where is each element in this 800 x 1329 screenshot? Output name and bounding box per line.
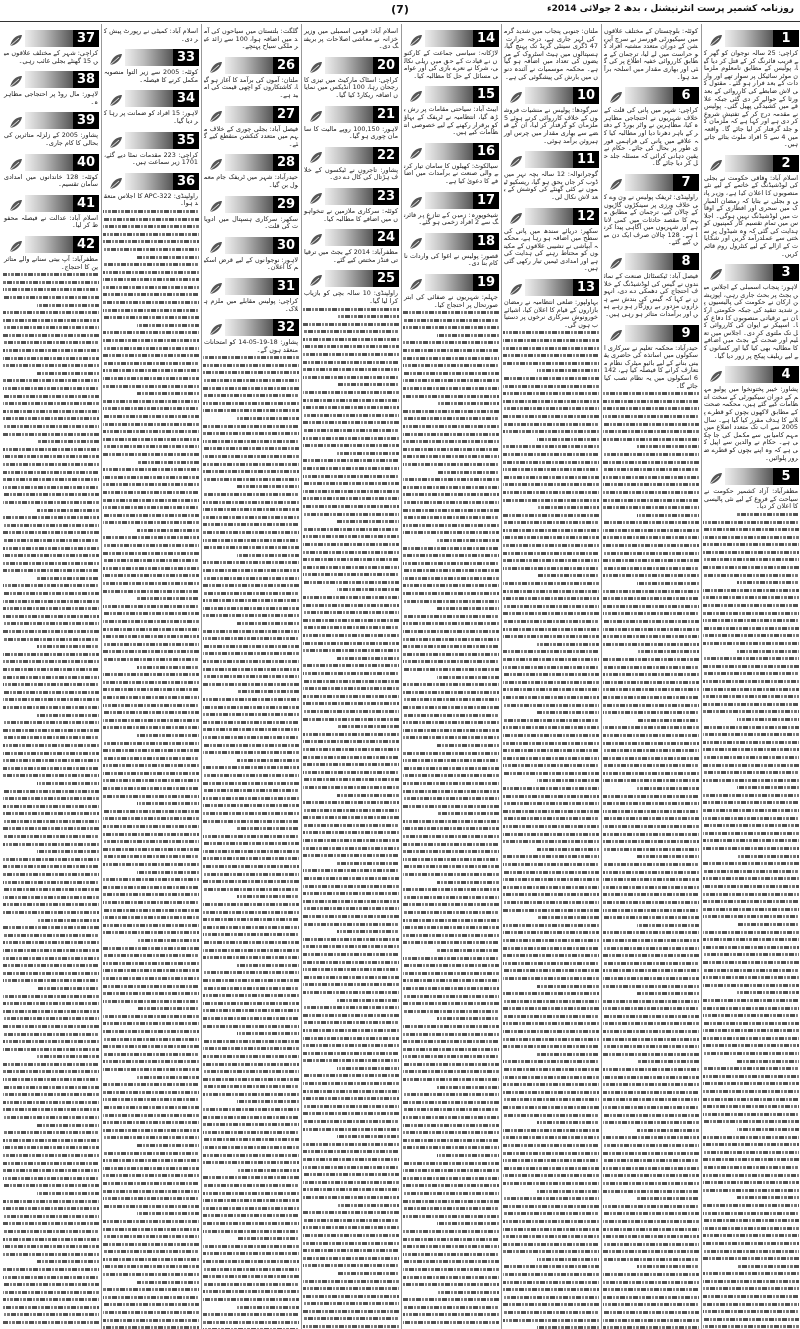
masthead	[0, 0, 800, 22]
article-header	[703, 30, 799, 47]
article-header	[103, 49, 199, 66]
article-header	[403, 86, 499, 103]
article-text: کراچی: اسٹاک مارکیٹ میں تیزی کا رجحان رہا، 100 انڈیکس میں نمایاں اضافہ ریکارڈ کیا گیا۔	[304, 75, 398, 99]
leaf-icon	[9, 32, 23, 45]
article-text: بہاولپور: ضلعی انتظامیہ نے رمضان بازاروں کے قیام کا اعلان کیا، اشیائے خورونوش سرکاری نرخوں پر دستیاب ہوں گی۔	[504, 298, 598, 329]
article-text: کوئٹہ: سرکاری ملازمین نے تنخواہوں میں اضافے کا مطالبہ کیا۔	[304, 206, 398, 223]
leaf-icon	[609, 327, 623, 340]
article-header	[3, 236, 99, 253]
header-gradient-bar	[25, 112, 73, 129]
article-header	[303, 57, 399, 74]
article-text: لاہور: نوجوانوں کے لیے قرض اسکیم کا اعلان۔	[204, 255, 298, 272]
header-gradient-bar	[125, 173, 173, 190]
article-text: مظفرآباد: آزاد کشمیر حکومت نے سیاحت کے فروغ کے لیے نئی پالیسی کا اعلان کر دیا۔	[704, 487, 798, 511]
leaf-icon	[9, 114, 23, 127]
article-number: 28	[273, 154, 299, 171]
column-divider	[201, 24, 202, 1329]
article-number: 42	[73, 236, 99, 253]
article-header	[103, 132, 199, 149]
header-gradient-bar	[325, 106, 373, 123]
leaf-icon	[309, 149, 323, 162]
article-text: کراچی: شہر میں پانی کی قلت کے خلاف شہریوں نے احتجاجی مظاہرہ کیا، مظاہرین نے واٹر بورڈ کے دفتر کے باہر دھرنا دیا اور مطالبہ کیا کہ علاقے میں پانی کی فراہمی فوری طور پر بحال کی جائے۔ حکام نے یقین دہانی کرائی کہ مسئلہ جلد حل کر دیا جائے گا۔	[604, 106, 698, 168]
header-gradient-bar	[725, 468, 773, 485]
article-header	[303, 147, 399, 164]
article-text: کوئٹہ: 128 خاندانوں میں امدادی سامان تقسیم۔	[4, 172, 98, 189]
article-number: 39	[73, 112, 99, 129]
article-text: فیصل آباد: بجلی چوری کے خلاف مہم میں متعدد کنکشن منقطع کیے گئے۔	[204, 124, 298, 148]
news-article	[203, 24, 299, 51]
article-header	[203, 154, 299, 171]
leaf-icon	[9, 156, 23, 169]
header-gradient-bar	[525, 208, 573, 225]
article-header	[403, 30, 499, 47]
article-number: 6	[673, 87, 699, 104]
leaf-icon	[9, 197, 23, 210]
leaf-icon	[609, 89, 623, 102]
article-number: 35	[173, 132, 199, 149]
news-article	[203, 190, 299, 231]
leaf-icon	[409, 145, 423, 158]
header-gradient-bar	[725, 30, 773, 47]
news-column	[102, 24, 200, 1329]
news-article	[403, 80, 499, 136]
news-article	[303, 264, 399, 305]
leaf-icon	[209, 156, 223, 169]
article-text: حیدرآباد: محکمہ تعلیم نے سرکاری اسکولوں میں اساتذہ کی حاضری یقینی بنانے کے لیے بائیو میٹرک نظام متعارف کرانے کا فیصلہ کیا ہے، 1426 اسکولوں میں یہ نظام نصب کیا جائے گا۔	[604, 343, 698, 390]
article-text: اسلام آباد: وفاقی حکومت نے بجلی کی لوڈشیڈنگ کے خاتمے کے لیے نئے منصوبوں کا اعلان کیا ہے، وزیر پانی و بجلی نے بتایا کہ رمضان المبارک میں سحری اور افطاری کے اوقات میں لوڈشیڈنگ نہیں ہوگی۔ اجلاس میں تمام تقسیم کار کمپنیوں کو ہدایت کی گئی کہ وہ شیڈول پر سختی سے عملدرآمد کریں اور شکایات کے ازالے کے لیے کنٹرول روم قائم کریں۔	[704, 173, 798, 258]
leaf-icon	[409, 194, 423, 207]
article-header	[503, 208, 599, 225]
leaf-icon	[409, 88, 423, 101]
header-gradient-bar	[25, 30, 73, 47]
header-gradient-bar	[725, 264, 773, 281]
column-text-filler	[103, 208, 199, 1329]
article-text: حیدرآباد: شہر میں ٹریفک جام معمول بن گیا۔	[204, 173, 298, 189]
article-number: 1	[773, 30, 799, 47]
article-header	[203, 319, 299, 336]
news-article	[403, 268, 499, 309]
header-gradient-bar	[325, 229, 373, 246]
news-article	[503, 202, 599, 274]
article-text: پشاور: تاجروں نے ٹیکسوں کے خلاف ہڑتال کی کال دے دی۔	[304, 165, 398, 182]
news-article	[303, 182, 399, 223]
news-column	[2, 24, 100, 1329]
header-gradient-bar	[125, 132, 173, 149]
article-text: کراچی: 25 سالہ نوجوان کو گھر کے قریب فائرنگ کر کے قتل کر دیا گیا، پولیس کے مطابق نامعلوم ملزمان موٹر سائیکل پر سوار تھے اور واردات کے بعد فرار ہو گئے۔ مقتول کی لاش ضابطے کی کارروائی کے بعد ورثا کے حوالے کر دی گئی جبکہ علاقے میں کشیدگی پھیل گئی۔ پولیس نے مقدمہ درج کر کے تفتیش شروع کر دی ہے اور کہا ہے کہ ملزمان کو جلد گرفتار کر لیا جائے گا۔ واقعہ میں 4 سے 5 افراد ملوث بتائے جاتے ہیں۔	[704, 49, 798, 149]
article-number: 30	[273, 237, 299, 254]
header-gradient-bar	[225, 196, 273, 213]
header-gradient-bar	[25, 236, 73, 253]
news-article	[203, 51, 299, 100]
article-text: اسلام آباد: عدالت نے فیصلہ محفوظ کر لیا۔	[4, 213, 98, 230]
header-gradient-bar	[325, 270, 373, 287]
article-number: 23	[373, 188, 399, 205]
article-number: 5	[773, 468, 799, 485]
news-article	[703, 462, 799, 511]
article-text: پشاور: 2005 کے زلزلہ متاثرین کی بحالی کا کام جاری۔	[4, 131, 98, 147]
article-header	[203, 196, 299, 213]
header-gradient-bar	[125, 49, 173, 66]
article-number: 19	[473, 274, 499, 291]
header-gradient-bar	[425, 274, 473, 291]
article-text: اسلام آباد: قومی اسمبلی میں وزیر خزانہ نے معاشی اصلاحات پر بریفنگ دی۔	[304, 27, 398, 51]
column-text-filler	[403, 309, 499, 1329]
news-article	[3, 230, 99, 271]
column-divider	[601, 24, 602, 1329]
column-text-filler	[3, 271, 99, 1329]
article-header	[703, 155, 799, 172]
article-header	[203, 106, 299, 123]
article-header	[603, 174, 699, 191]
news-column	[202, 24, 300, 1329]
news-article	[603, 81, 699, 168]
leaf-icon	[209, 239, 223, 252]
article-text: سکھر: دریائے سندھ میں پانی کی سطح میں اضافہ ہو رہا ہے، محکمہ آبپاشی نے نشیبی علاقوں کے مکینوں کو محتاط رہنے کی ہدایت کی ہے اور امدادی ٹیمیں تیار رکھی گئی ہیں۔	[504, 226, 598, 273]
leaf-icon	[209, 321, 223, 334]
page-number: (7)	[391, 3, 409, 16]
header-gradient-bar	[525, 87, 573, 104]
article-number: 11	[573, 151, 599, 168]
article-header	[503, 151, 599, 168]
leaf-icon	[509, 89, 523, 102]
leaf-icon	[709, 32, 723, 45]
article-number: 37	[73, 30, 99, 47]
article-number: 2	[773, 155, 799, 172]
article-text: فیصل آباد: ٹیکسٹائل صنعت کے نمائندوں نے گیس کی لوڈشیڈنگ کے خلاف احتجاج کی دھمکی دے دی، انہوں نے کہا کہ گیس کی بندش سے ہزاروں مزدور بے روزگار ہو رہے ہیں اور برآمدات متاثر ہو رہی ہیں۔	[604, 272, 698, 319]
article-text: کراچی: 223 مقدمات نمٹا دیے گئے، 1701 زیر سماعت ہیں۔	[104, 150, 198, 167]
leaf-icon	[509, 153, 523, 166]
news-article	[3, 189, 99, 230]
column-divider	[101, 24, 102, 1329]
column-divider	[401, 24, 402, 1329]
leaf-icon	[109, 134, 123, 147]
news-article	[303, 51, 399, 100]
header-gradient-bar	[125, 90, 173, 107]
header-gradient-bar	[725, 366, 773, 383]
article-header	[503, 87, 599, 104]
article-header	[603, 325, 699, 342]
article-text: مظفرآباد: 2014 کے بجٹ میں ترقیاتی فنڈز مختص کیے گئے۔	[304, 248, 398, 264]
column-text-filler	[703, 511, 799, 1329]
news-article	[503, 273, 599, 329]
article-text: پشاور: خیبر پختونخوا میں پولیو مہم کے دوران سیکیورٹی کے سخت انتظامات کیے گئے ہیں، محکمہ صحت کے مطابق لاکھوں بچوں کو قطرے پلانے کا ہدف مقرر کیا گیا ہے۔ سال 2005 سے اب تک متعدد اضلاع میں مہم کامیابی سے مکمل کی جا چکی ہے۔ حکام نے والدین سے اپیل کی ہے کہ وہ اپنے بچوں کو قطرے ضرور پلوائیں۔	[704, 385, 798, 462]
article-number: 10	[573, 87, 599, 104]
article-number: 21	[373, 106, 399, 123]
article-number: 12	[573, 208, 599, 225]
leaf-icon	[509, 281, 523, 294]
article-text: ایبٹ آباد: سیاحتی مقامات پر رش بڑھ گیا، انتظامیہ نے ٹریفک کے بہاؤ کو برقرار رکھنے کے لیے خصوصی انتظامات کیے ہیں۔	[404, 105, 498, 137]
article-text: سکھر: سرکاری ہسپتال میں ادویات کی قلت۔	[204, 214, 298, 231]
article-number: 33	[173, 49, 199, 66]
article-header	[103, 90, 199, 107]
article-text: پشاور: 18-19-05-14 کو امتحانات منعقد ہوں گے۔	[204, 338, 298, 354]
article-header	[503, 279, 599, 296]
article-header	[403, 233, 499, 250]
article-text: کراچی: شہر کے مختلف علاقوں میں 15 گھنٹے بجلی غائب رہی۔	[4, 49, 98, 65]
article-number: 41	[73, 195, 99, 212]
article-header	[203, 237, 299, 254]
article-text: شیخوپورہ: زمین کے تنازع پر فائرنگ سے 2 افراد زخمی ہو گئے۔	[404, 210, 498, 227]
article-text: ملتان: آموں کی برآمد کا آغاز ہو گیا، کاشتکاروں کو اچھی قیمت کی امید ہے۔	[204, 75, 298, 99]
leaf-icon	[309, 272, 323, 285]
article-header	[403, 274, 499, 291]
leaf-icon	[9, 238, 23, 251]
leaf-icon	[309, 190, 323, 203]
article-number: 32	[273, 319, 299, 336]
news-article	[103, 24, 199, 43]
article-text: گلگت: بلتستان میں سیاحوں کی آمد میں اضافہ ہوا، 100 سے زائد غیر ملکی سیاح پہنچے۔	[204, 27, 299, 51]
article-header	[703, 366, 799, 383]
leaf-icon	[309, 59, 323, 72]
header-gradient-bar	[425, 143, 473, 160]
article-number: 15	[473, 86, 499, 103]
article-header	[303, 106, 399, 123]
article-header	[3, 30, 99, 47]
leaf-icon	[709, 470, 723, 483]
header-gradient-bar	[625, 325, 673, 342]
article-header	[703, 264, 799, 281]
leaf-icon	[309, 108, 323, 121]
article-text: لاہور: پنجاب اسمبلی کے اجلاس میں بجٹ پر بحث جاری رہی، اپوزیشن ارکان نے حکومت کی پالیسیوں پر شدید تنقید کی جبکہ حکومتی ارکان نے ترقیاتی منصوبوں کا دفاع کیا۔ اسپیکر نے ایوان کی کارروائی کل تک ملتوی کر دی۔ اجلاس میں تعلیم اور صحت کے بجٹ میں اضافے کا مطالبہ بھی کیا گیا اور کسانوں کے لیے ریلیف پیکج پر زور دیا گیا۔	[704, 283, 798, 360]
header-gradient-bar	[425, 30, 473, 47]
article-number: 22	[373, 147, 399, 164]
article-number: 13	[573, 279, 599, 296]
article-header	[703, 468, 799, 485]
news-article	[503, 81, 599, 145]
header-gradient-bar	[625, 174, 673, 191]
news-article	[403, 24, 499, 80]
column-text-filler	[303, 306, 399, 1329]
news-article	[203, 100, 299, 149]
news-article	[103, 43, 199, 84]
article-header	[203, 57, 299, 74]
article-text: جہلم: شہریوں نے صفائی کی ابتر صورتحال پر احتجاج کیا۔	[404, 292, 498, 309]
column-divider	[501, 24, 502, 1329]
article-header	[103, 173, 199, 190]
header-gradient-bar	[225, 154, 273, 171]
article-number: 40	[73, 154, 99, 171]
article-number: 17	[473, 192, 499, 209]
header-gradient-bar	[425, 192, 473, 209]
news-article	[603, 168, 699, 247]
leaf-icon	[509, 210, 523, 223]
article-text: سیالکوٹ: کھیلوں کا سامان تیار کرنے والی صنعت نے برآمدات میں اضافے کا دعویٰ کیا ہے۔	[404, 161, 498, 185]
leaf-icon	[709, 368, 723, 381]
news-article	[103, 167, 199, 208]
news-column	[602, 24, 700, 1329]
header-gradient-bar	[25, 195, 73, 212]
header-gradient-bar	[225, 57, 273, 74]
article-header	[3, 71, 99, 88]
news-columns	[0, 24, 800, 1329]
news-article	[703, 149, 799, 259]
column-text-filler	[603, 390, 699, 1329]
header-gradient-bar	[425, 86, 473, 103]
article-header	[403, 143, 499, 160]
news-article	[403, 227, 499, 268]
article-text: ملتان: جنوبی پنجاب میں شدید گرمی کی لہر جاری ہے، درجہ حرارت 47 ڈگری سینٹی گریڈ تک پہنچ گیا، ہسپتالوں میں ہیٹ اسٹروک کے مریضوں کی تعداد میں اضافہ ہو گیا ہے۔ محکمہ موسمیات نے آئندہ دنوں میں بارش کی پیشگوئی کی ہے۔	[504, 27, 598, 81]
news-article	[603, 24, 699, 81]
article-number: 27	[273, 106, 299, 123]
leaf-icon	[209, 280, 223, 293]
header-gradient-bar	[725, 155, 773, 172]
article-number: 18	[473, 233, 499, 250]
article-number: 25	[373, 270, 399, 287]
header-gradient-bar	[25, 154, 73, 171]
article-text: مظفرآباد: آپ بیتی سنانے والے متاثرین کا احتجاج۔	[4, 254, 98, 271]
news-column	[702, 24, 800, 1329]
news-article	[303, 141, 399, 182]
article-text: قصور: پولیس نے اغوا کی واردات ناکام بنا دی۔	[404, 251, 498, 268]
header-gradient-bar	[225, 319, 273, 336]
article-header	[303, 188, 399, 205]
header-gradient-bar	[325, 57, 373, 74]
news-article	[303, 100, 399, 141]
column-text-filler	[503, 329, 599, 1329]
news-article	[203, 231, 299, 272]
article-header	[3, 154, 99, 171]
article-header	[603, 87, 699, 104]
news-article	[503, 24, 599, 81]
leaf-icon	[709, 157, 723, 170]
article-number: 29	[273, 196, 299, 213]
news-article	[403, 137, 499, 186]
leaf-icon	[109, 175, 123, 188]
news-article	[303, 24, 399, 51]
leaf-icon	[209, 59, 223, 72]
news-article	[703, 360, 799, 462]
header-gradient-bar	[25, 71, 73, 88]
leaf-icon	[309, 231, 323, 244]
header-gradient-bar	[425, 233, 473, 250]
article-text: اسلام آباد: کمیٹی نے رپورٹ پیش کر دی۔	[104, 27, 198, 43]
news-article	[203, 272, 299, 313]
article-number: 26	[273, 57, 299, 74]
article-number: 24	[373, 229, 399, 246]
news-article	[603, 319, 699, 391]
header-gradient-bar	[325, 147, 373, 164]
news-article	[3, 65, 99, 106]
header-gradient-bar	[325, 188, 373, 205]
article-number: 14	[473, 30, 499, 47]
header-gradient-bar	[625, 253, 673, 270]
article-header	[3, 112, 99, 129]
news-article	[203, 148, 299, 189]
news-article	[703, 24, 799, 149]
column-divider	[701, 24, 702, 1329]
article-number: 4	[773, 366, 799, 383]
article-text: راولپنڈی: ٹریفک پولیس نے ون وے کی خلاف ورزی پر سینکڑوں گاڑیوں کے چالان کیے، ترجمان کے مطابق مہم کا مقصد حادثات میں کمی لانا ہے اور شہریوں میں آگاہی پیدا کرنا ہے۔ 128 چالان صرف ایک دن میں کیے گئے۔	[604, 192, 698, 247]
leaf-icon	[409, 235, 423, 248]
news-article	[3, 24, 99, 65]
leaf-icon	[209, 198, 223, 211]
news-article	[403, 186, 499, 227]
article-number: 3	[773, 264, 799, 281]
article-number: 34	[173, 90, 199, 107]
article-header	[303, 270, 399, 287]
leaf-icon	[609, 255, 623, 268]
leaf-icon	[609, 176, 623, 189]
header-gradient-bar	[525, 279, 573, 296]
header-gradient-bar	[225, 237, 273, 254]
article-text: لاہور: مال روڈ پر احتجاجی مظاہرہ۔	[4, 90, 98, 106]
article-number: 36	[173, 173, 199, 190]
article-header	[403, 192, 499, 209]
article-header	[203, 278, 299, 295]
header-gradient-bar	[225, 106, 273, 123]
article-text: راولپنڈی: APC-322 کا اجلاس منعقد ہوا۔	[104, 191, 199, 208]
news-column	[502, 24, 600, 1329]
article-text: لاہور: 100,150 روپے مالیت کا سامان چوری ہو گیا۔	[304, 124, 398, 141]
header-gradient-bar	[225, 278, 273, 295]
article-text: گوجرانوالہ: 12 سالہ بچہ نہر میں ڈوب کر جاں بحق ہو گیا، ریسکیو ٹیموں نے کئی گھنٹے کی کوشش کے بعد لاش نکال لی۔	[504, 170, 598, 201]
article-text: راولپنڈی: 10 سالہ بچی کو بازیاب کرا لیا گیا۔	[304, 289, 398, 305]
leaf-icon	[109, 51, 123, 64]
news-article	[303, 223, 399, 264]
leaf-icon	[709, 266, 723, 279]
article-number: 20	[373, 57, 399, 74]
article-text: لاہور: 15 افراد کو ضمانت پر رہا کر دیا گیا۔	[104, 109, 198, 125]
article-number: 8	[673, 253, 699, 270]
news-article	[103, 126, 199, 167]
leaf-icon	[409, 32, 423, 45]
article-header	[603, 253, 699, 270]
date-line: روزنامہ کشمیر پرست انٹرنیشنل ، بدھ 2 جولائی 2014ء	[546, 4, 794, 14]
column-divider	[301, 24, 302, 1329]
article-header	[3, 195, 99, 212]
article-number: 38	[73, 71, 99, 88]
news-article	[603, 247, 699, 319]
article-number: 31	[273, 278, 299, 295]
article-text: کوئٹہ: 2005 سے زیر التوا منصوبہ مکمل کرنے کا فیصلہ۔	[104, 68, 198, 84]
article-text: کوئٹہ: بلوچستان کے مختلف علاقوں میں سیکیورٹی فورسز نے سرچ آپریشن کے دوران متعدد مشتبہ افراد کو حراست میں لے لیا، ترجمان کے مطابق کارروائی خفیہ اطلاع پر کی گئی اور بھاری مقدار میں اسلحہ برآمد ہوا۔	[604, 27, 698, 81]
article-text: کراچی: پولیس مقابلے میں ملزم ہلاک۔	[204, 296, 298, 313]
leaf-icon	[9, 73, 23, 86]
article-number: 16	[473, 143, 499, 160]
news-column	[402, 24, 500, 1329]
article-header	[303, 229, 399, 246]
news-article	[103, 84, 199, 125]
news-article	[203, 313, 299, 354]
article-number: 7	[673, 174, 699, 191]
article-text: سرگودھا: پولیس نے منشیات فروشوں کے خلاف کارروائی کرتے ہوئے 5 ملزمان کو گرفتار کر لیا، ان کے قبضے سے بھاری مقدار میں چرس اور ہیروئن برآمد ہوئی۔	[504, 106, 598, 145]
news-article	[3, 148, 99, 189]
news-article	[503, 145, 599, 201]
article-number: 9	[673, 325, 699, 342]
news-article	[3, 106, 99, 147]
news-column	[302, 24, 400, 1329]
news-article	[703, 258, 799, 360]
leaf-icon	[109, 92, 123, 105]
header-gradient-bar	[625, 87, 673, 104]
leaf-icon	[409, 276, 423, 289]
leaf-icon	[209, 108, 223, 121]
header-gradient-bar	[525, 151, 573, 168]
article-text: لاڑکانہ: سیاسی جماعت کے کارکنوں نے قیادت کے حق میں ریلی نکالی، شرکا نے نعرے بازی کی اور عوامی مسائل کے حل کا مطالبہ کیا۔	[404, 49, 498, 80]
column-text-filler	[203, 354, 299, 1329]
